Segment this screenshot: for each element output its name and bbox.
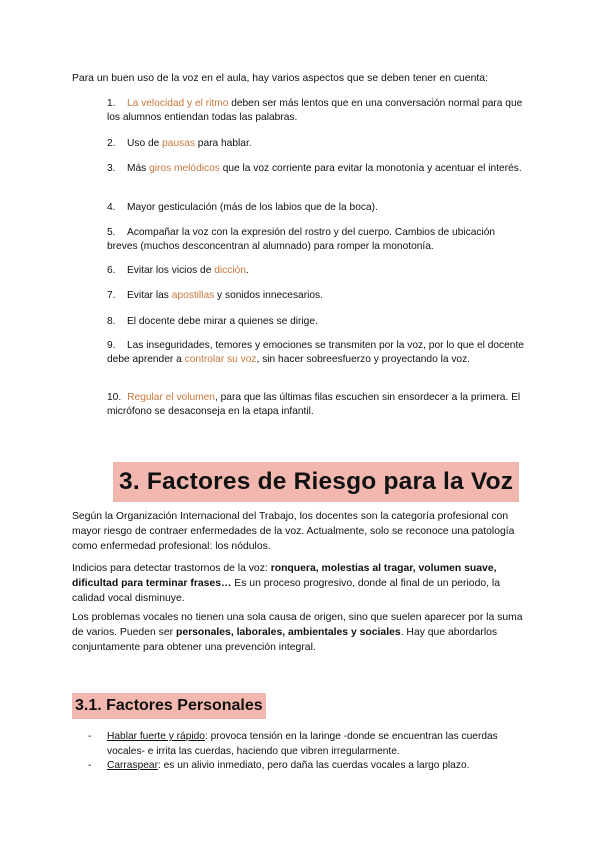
highlight-term: La velocidad y el ritmo — [127, 98, 229, 109]
item-number: 8. — [107, 316, 116, 327]
highlight-term: pausas — [162, 138, 195, 149]
highlight-term: giros melódicos — [149, 163, 220, 174]
list-item: 5. Acompañar la voz con la expresión del rostro y del cuerpo. Cambios de ubicación breves (muchos desconcentran al alumnado) para romper la monotonía. — [107, 227, 496, 253]
list-item: 10. Regular el volumen, para que las últimas filas escuchen sin ensordecer a la primera. El micrófono se desaconseja en la etapa infantil. — [107, 392, 521, 418]
item-number: 3. — [107, 163, 116, 174]
item-number: 6. — [107, 265, 116, 276]
list-item: 2. Uso de pausas para hablar. — [107, 137, 527, 151]
item-number: 5. — [107, 227, 116, 238]
subsection-heading: 3.1. Factores Personales — [72, 693, 266, 719]
paragraph-indicios: Indicios para detectar trastornos de la voz: ronquera, molestias al tragar, volumen suave, dificultad para terminar frases… Es un proceso progresivo, donde al final de un periodo, la calidad vocal disminuye. — [72, 563, 500, 604]
list-item: 6. Evitar los vicios de dicción. — [107, 264, 527, 278]
item-number: 9. — [107, 340, 116, 351]
bold-symptoms: ronquera, molestias al tragar, volumen suave, dificultad para terminar frases… — [72, 563, 497, 589]
bullet-item: - Hablar fuerte y rápido: provoca tensión en la laringe -donde se encuentran las cuerdas vocales- e irrita las cuerdas, haciendo que vibren irregularmente. — [88, 731, 498, 757]
list-item: 3. Más giros melódicos que la voz corriente para evitar la monotonía y acentuar el interés. — [107, 162, 527, 176]
list-item: 7. Evitar las apostillas y sonidos innecesarios. — [107, 289, 527, 303]
dash-bullet: - — [88, 731, 92, 742]
list-item: 1. La velocidad y el ritmo deben ser más lentos que en una conversación normal para que los alumnos entiendan todas las palabras. — [107, 98, 523, 124]
paragraph-causas: Los problemas vocales no tienen una sola causa de origen, sino que suelen aparecer por la suma de varios. Pueden ser personales, laborales, ambientales y sociales. Hay que abordarlos conjuntamente para obtener una prevención integral. — [72, 612, 523, 653]
paragraph-oit: Según la Organización Internacional del Trabajo, los docentes son la categoría profesional con mayor riesgo de contraer enfermedades de la voz. Actualmente, solo se reconoce una patología como enfermedad profesional: los nódulos. — [72, 511, 515, 552]
list-item: 9. Las inseguridades, temores y emociones se transmiten por la voz, por lo que el docente debe aprender a controlar su voz, sin hacer sobreesfuerzo y proyectando la voz. — [107, 340, 524, 366]
highlight-term: dicción — [214, 265, 246, 276]
bullet-term: Carraspear — [107, 760, 158, 771]
highlight-term: Regular el volumen — [127, 392, 215, 403]
item-number: 4. — [107, 202, 116, 213]
item-number: 1. — [107, 98, 116, 109]
item-number: 7. — [107, 290, 116, 301]
bullet-term: Hablar fuerte y rápido — [107, 731, 205, 742]
highlight-term: controlar su voz — [184, 354, 257, 366]
bullet-item: - Carraspear: es un alivio inmediato, pero daña las cuerdas vocales a largo plazo. — [88, 759, 528, 774]
dash-bullet: - — [88, 760, 92, 771]
list-item: 8. El docente debe mirar a quienes se dirige. — [107, 315, 527, 329]
item-number: 2. — [107, 138, 116, 149]
section-heading: 3. Factores de Riesgo para la Voz — [113, 462, 519, 502]
highlight-term: apostillas — [171, 290, 215, 301]
list-item: 4. Mayor gesticulación (más de los labios que de la boca). — [107, 201, 527, 215]
item-number: 10. — [107, 392, 122, 403]
bold-factor-types: personales, laborales, ambientales y sociales — [175, 626, 401, 638]
intro-paragraph: Para un buen uso de la voz en el aula, hay varios aspectos que se deben tener en cuenta: — [72, 73, 488, 84]
